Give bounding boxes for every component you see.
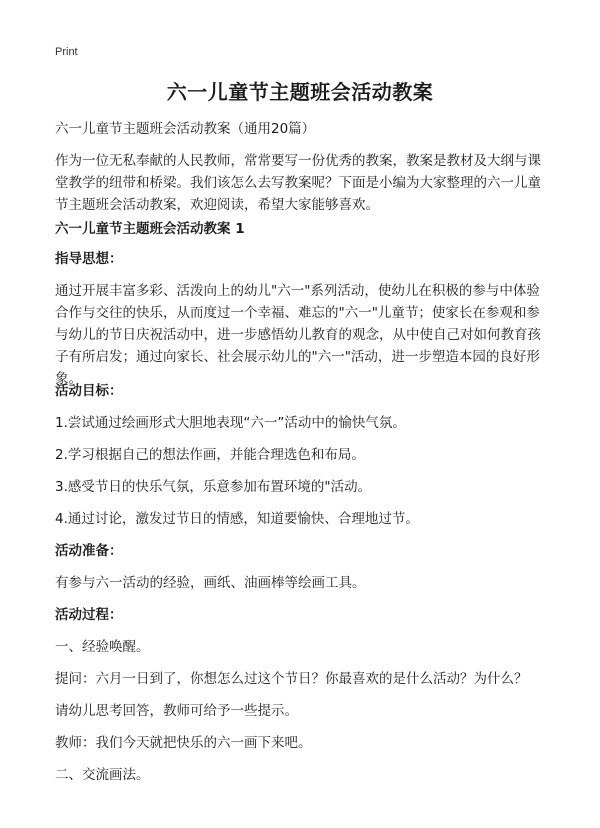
section-title: 六一儿童节主题班会活动教案 1: [55, 221, 245, 237]
process-step: 提问：六月一日到了，你想怎么过这个节日？你最喜欢的是什么活动？为什么？: [55, 671, 528, 687]
goal-item: 3.感受节日的快乐气氛，乐意参加布置环境的"活动。: [55, 479, 372, 495]
process-step: 教师：我们今天就把快乐的六一画下来吧。: [55, 735, 312, 751]
process-step: 一、经验唤醒。: [55, 639, 150, 655]
goal-item: 1.尝试通过绘画形式大胆地表现“六一”活动中的愉快气氛。: [55, 415, 406, 431]
prep-heading: 活动准备：: [55, 543, 123, 559]
process-step: 二、交流画法。: [55, 767, 150, 783]
process-step: 请幼儿思考回答，教师可给予一些提示。: [55, 703, 298, 719]
document-title: 六一儿童节主题班会活动教案: [166, 80, 434, 104]
prep-paragraph: 有参与六一活动的经验，画纸、油画棒等绘画工具。: [55, 575, 366, 591]
document-subtitle: 六一儿童节主题班会活动教案（通用20篇）: [55, 121, 316, 137]
goal-item: 4.通过讨论，激发过节日的情感，知道要愉快、合理地过节。: [55, 511, 419, 527]
guiding-paragraph: 通过开展丰富多彩、活泼向上的幼儿"六一"系列活动，使幼儿在积极的参与中体验合作与交往的快乐，从而度过一个幸福、难忘的"六一"儿童节；使家长在参观和参与幼儿的节日庆祝活动中，进一步感悟幼儿教育的观念，从中使自己对如何教育孩子有所启发；通过向家长、社会展示幼儿的"六一"活动，进一步塑造本园的良好形象。: [55, 283, 541, 387]
goal-item: 2.学习根据自己的想法作画，并能合理选色和布局。: [55, 447, 365, 463]
guiding-heading: 指导思想：: [55, 251, 123, 267]
print-label: Print: [55, 46, 78, 58]
goals-heading: 活动目标：: [55, 383, 123, 399]
process-heading: 活动过程：: [55, 607, 123, 623]
intro-paragraph: 作为一位无私奉献的人民教师，常常要写一份优秀的教案，教案是教材及大纲与课堂教学的纽带和桥梁。我们该怎么去写教案呢？下面是小编为大家整理的六一儿童节主题班会活动教案，欢迎阅读，希望大家能够喜欢。: [55, 153, 541, 213]
